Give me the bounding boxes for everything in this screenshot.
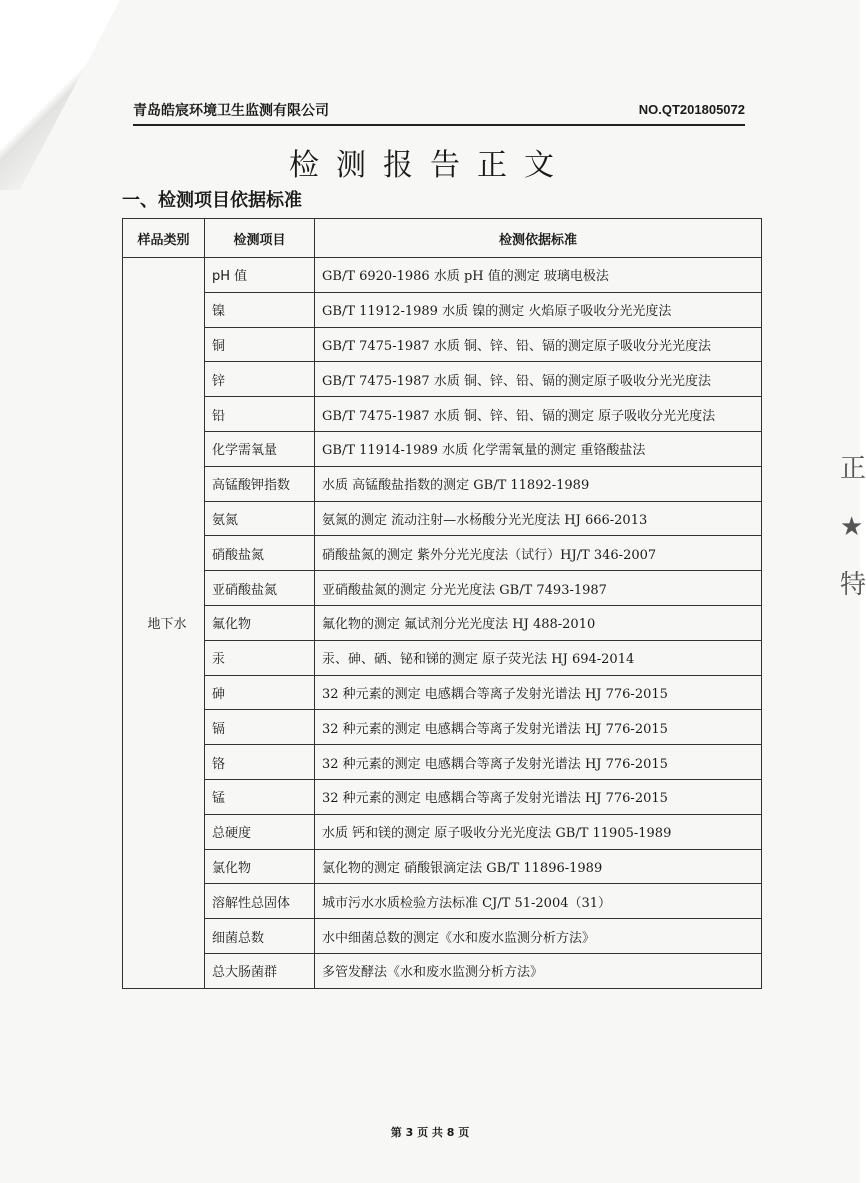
table-row bbox=[123, 397, 762, 432]
test-item-cell: 镉 bbox=[205, 710, 315, 745]
table-row bbox=[123, 536, 762, 571]
section-heading: 一、检测项目依据标准 bbox=[122, 190, 302, 211]
table-row bbox=[123, 884, 762, 919]
table-row bbox=[123, 640, 762, 675]
table-row bbox=[123, 605, 762, 640]
test-item-cell: 汞 bbox=[205, 640, 315, 675]
standard-cell: 多管发酵法《水和废水监测分析方法》 bbox=[315, 953, 762, 988]
header-test-item: 检测项目 bbox=[205, 219, 315, 258]
table-header-row bbox=[123, 219, 762, 258]
standards-table bbox=[122, 218, 762, 989]
test-item-cell: 硝酸盐氮 bbox=[205, 536, 315, 571]
test-item-cell: 铬 bbox=[205, 745, 315, 780]
test-item-cell: pH 值 bbox=[205, 258, 315, 293]
report-number: NO.QT201805072 bbox=[638, 102, 745, 117]
table-row bbox=[123, 466, 762, 501]
table-row bbox=[123, 292, 762, 327]
standard-cell: 32 种元素的测定 电感耦合等离子发射光谱法 HJ 776-2015 bbox=[315, 779, 762, 814]
table-row bbox=[123, 431, 762, 466]
standard-cell: 氟化物的测定 氟试剂分光光度法 HJ 488-2010 bbox=[315, 605, 762, 640]
header-standard: 检测依据标准 bbox=[315, 219, 762, 258]
table-row bbox=[123, 745, 762, 780]
standard-cell: GB/T 11912-1989 水质 镍的测定 火焰原子吸收分光光度法 bbox=[315, 292, 762, 327]
standard-cell: GB/T 11914-1989 水质 化学需氧量的测定 重铬酸盐法 bbox=[315, 431, 762, 466]
table-row bbox=[123, 849, 762, 884]
test-item-cell: 细菌总数 bbox=[205, 919, 315, 954]
test-item-cell: 锰 bbox=[205, 779, 315, 814]
table-row bbox=[123, 919, 762, 954]
header-sample-category: 样品类别 bbox=[123, 219, 205, 258]
test-item-cell: 高锰酸钾指数 bbox=[205, 466, 315, 501]
table-row bbox=[123, 953, 762, 988]
standard-cell: 城市污水水质检验方法标准 CJ/T 51-2004（31） bbox=[315, 884, 762, 919]
test-item-cell: 溶解性总固体 bbox=[205, 884, 315, 919]
standard-cell: 水质 钙和镁的测定 原子吸收分光光度法 GB/T 11905-1989 bbox=[315, 814, 762, 849]
standard-cell: 32 种元素的测定 电感耦合等离子发射光谱法 HJ 776-2015 bbox=[315, 745, 762, 780]
standard-cell: GB/T 7475-1987 水质 铜、锌、铅、镉的测定原子吸收分光光度法 bbox=[315, 327, 762, 362]
test-item-cell: 镍 bbox=[205, 292, 315, 327]
table-row bbox=[123, 362, 762, 397]
standard-cell: 水中细菌总数的测定《水和废水监测分析方法》 bbox=[315, 919, 762, 954]
test-item-cell: 氨氮 bbox=[205, 501, 315, 536]
table-row bbox=[123, 779, 762, 814]
standard-cell: GB/T 6920-1986 水质 pH 值的测定 玻璃电极法 bbox=[315, 258, 762, 293]
standard-cell: 硝酸盐氮的测定 紫外分光光度法（试行）HJ/T 346-2007 bbox=[315, 536, 762, 571]
standard-cell: 水质 高锰酸盐指数的测定 GB/T 11892-1989 bbox=[315, 466, 762, 501]
page-number: 第 3 页 共 8 页 bbox=[390, 1126, 470, 1139]
report-header bbox=[133, 98, 745, 126]
standard-cell: 亚硝酸盐氮的测定 分光光度法 GB/T 7493-1987 bbox=[315, 571, 762, 606]
test-item-cell: 砷 bbox=[205, 675, 315, 710]
company-name: 青岛皓宸环境卫生监测有限公司 bbox=[133, 103, 329, 119]
standard-cell: 32 种元素的测定 电感耦合等离子发射光谱法 HJ 776-2015 bbox=[315, 710, 762, 745]
test-item-cell: 化学需氧量 bbox=[205, 431, 315, 466]
table-row bbox=[123, 571, 762, 606]
test-item-cell: 铅 bbox=[205, 397, 315, 432]
partial-seal-stamp: 正 ★ 特 bbox=[840, 454, 866, 600]
standard-cell: 氨氮的测定 流动注射—水杨酸分光光度法 HJ 666-2013 bbox=[315, 501, 762, 536]
standard-cell: 汞、砷、硒、铋和锑的测定 原子荧光法 HJ 694-2014 bbox=[315, 640, 762, 675]
test-item-cell: 氟化物 bbox=[205, 605, 315, 640]
table-body bbox=[123, 258, 762, 989]
test-item-cell: 总大肠菌群 bbox=[205, 953, 315, 988]
sample-category-cell: 地下水 bbox=[123, 258, 205, 989]
table-row bbox=[123, 675, 762, 710]
table-row bbox=[123, 258, 762, 293]
test-item-cell: 总硬度 bbox=[205, 814, 315, 849]
test-item-cell: 氯化物 bbox=[205, 849, 315, 884]
table-row bbox=[123, 710, 762, 745]
table-row bbox=[123, 814, 762, 849]
standard-cell: GB/T 7475-1987 水质 铜、锌、铅、镉的测定 原子吸收分光光度法 bbox=[315, 397, 762, 432]
standard-cell: 32 种元素的测定 电感耦合等离子发射光谱法 HJ 776-2015 bbox=[315, 675, 762, 710]
page-title: 检测报告正文 bbox=[289, 148, 571, 183]
test-item-cell: 铜 bbox=[205, 327, 315, 362]
standard-cell: GB/T 7475-1987 水质 铜、锌、铅、镉的测定原子吸收分光光度法 bbox=[315, 362, 762, 397]
standard-cell: 氯化物的测定 硝酸银滴定法 GB/T 11896-1989 bbox=[315, 849, 762, 884]
test-item-cell: 锌 bbox=[205, 362, 315, 397]
test-item-cell: 亚硝酸盐氮 bbox=[205, 571, 315, 606]
table-row bbox=[123, 327, 762, 362]
table-row bbox=[123, 501, 762, 536]
